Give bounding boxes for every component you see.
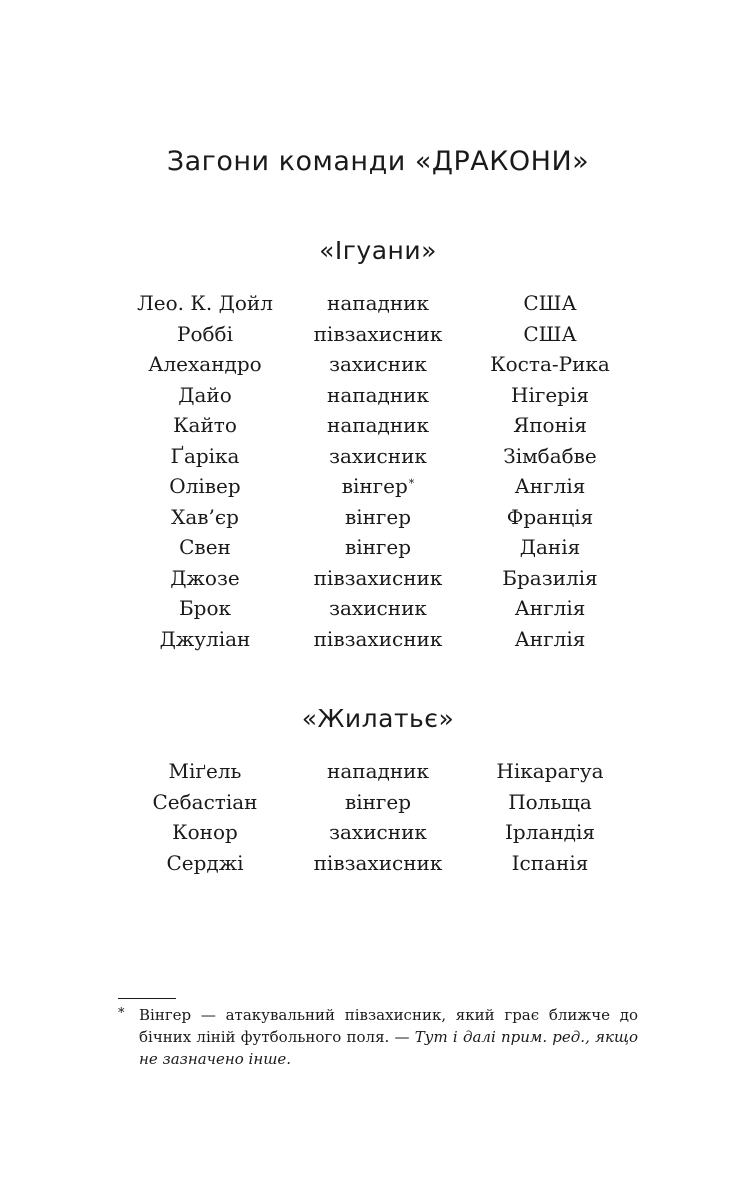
footnote-reference-mark: * [408,477,415,490]
section-title-iguany: «Ігуани» [319,236,437,265]
player-name: Роббі [177,321,233,346]
section-title-zhylatie: «Жилатьє» [301,704,455,733]
player-position: нападник [327,759,429,783]
roster-row [0,563,756,594]
player-name: Себастіан [152,789,258,814]
player-position: нападник [327,382,429,407]
player-country: Нікарагуа [496,759,604,783]
roster-row [0,787,756,818]
player-position: вінгер [341,474,408,498]
roster-row [0,502,756,533]
roster-row [0,380,756,411]
roster-row [0,624,756,655]
player-position: вінгер [344,535,412,559]
player-name: Серджі [166,850,244,875]
player-name: Джуліан [159,626,251,651]
player-country: Англія [514,474,586,498]
player-country: Англія [514,596,586,620]
roster-row [0,817,756,848]
player-country: Бразилія [502,565,598,590]
footnote [118,1004,638,1070]
player-name: Олівер [169,474,241,498]
player-name: Міґель [168,759,242,783]
roster-zhylatie [0,756,756,878]
roster-row [0,288,756,319]
player-country: Іспанія [511,850,589,875]
player-position: півзахисник [313,626,443,651]
player-country: Англія [514,626,586,651]
player-country: Нігерія [511,382,589,407]
player-position: вінгер [344,789,412,814]
player-country: Японія [513,413,587,437]
player-position: захисник [329,596,427,620]
player-name: Конор [172,820,238,844]
footnote-editor-note: Тут і далі прим. ред., якщо не зазначено інше. [139,1028,638,1068]
page-title: Загони команди «ДРАКОНИ» [166,146,590,178]
player-name: Дайо [178,382,232,407]
player-position: півзахисник [313,321,443,346]
player-name: Джозе [170,565,240,590]
player-country: Данія [519,535,581,559]
player-name: Хав’єр [171,504,239,529]
player-position-with-footnote [278,471,478,501]
player-name: Лео. К. Дойл [137,291,273,315]
roster-row [0,319,756,350]
player-position: нападник [327,291,429,315]
player-name: Алехандро [148,352,262,376]
footnote-divider [118,998,176,999]
player-position: півзахисник [313,850,443,875]
player-name: Свен [179,535,231,559]
player-name: Ґаріка [170,443,240,468]
player-position: захисник [329,820,427,844]
player-country: Зімбабве [503,443,597,468]
footnote-marker: * [118,1006,125,1021]
roster-row [0,848,756,879]
player-country: Польща [508,789,592,814]
player-position: півзахисник [313,565,443,590]
player-country: Франція [506,504,594,529]
player-name: Брок [178,596,232,620]
roster-row [0,441,756,472]
player-position: нападник [327,413,429,437]
player-country: Коста-Рика [490,352,610,376]
roster-row [0,349,756,380]
roster-row [0,532,756,563]
footnote-body: Вінгер — атакувальний півзахисник, який грає ближче до бічних ліній футбольного поля. — [139,1006,638,1046]
player-name: Кайто [173,413,237,437]
player-country: США [523,291,577,315]
player-position: захисник [329,443,427,468]
roster-row [0,471,756,502]
roster-row [0,593,756,624]
player-position: вінгер [344,504,412,529]
roster-row [0,410,756,441]
player-country: Ірландія [505,820,595,844]
player-country: США [523,321,577,346]
footnote-text [139,1004,638,1070]
roster-iguany [0,288,756,654]
roster-row [0,756,756,787]
player-position: захисник [329,352,427,376]
